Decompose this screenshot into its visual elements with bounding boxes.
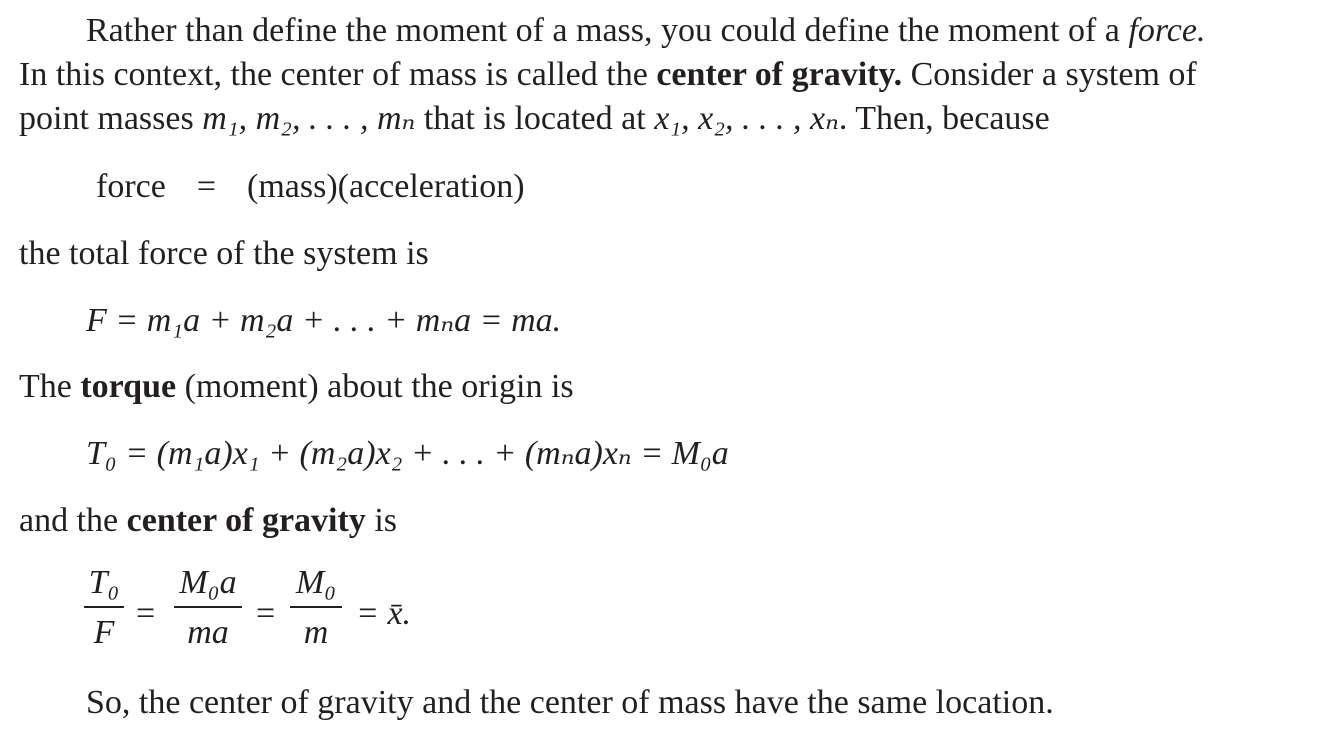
- numerator: T₀: [88, 564, 120, 601]
- text: . Then, because: [838, 100, 1050, 137]
- paragraph-1-line-3: [19, 102, 1050, 136]
- gravity-sentence: [19, 504, 397, 538]
- force-lhs: force: [96, 168, 166, 205]
- fraction-t0-over-f: [84, 566, 124, 650]
- numerator: M₀a: [179, 564, 237, 601]
- equation-force: [96, 170, 525, 204]
- equation-text: T₀ = (m₁a)x₁ + (m₂a)x₂ + . . . + (mₙa)xₙ = M₀a: [86, 435, 729, 472]
- fraction-bar: [174, 606, 242, 608]
- numerator: M₀: [295, 564, 337, 601]
- positions-list: x₁, x₂, . . . , xₙ: [654, 100, 839, 137]
- denominator: F: [93, 614, 115, 651]
- fraction-bar: [290, 606, 342, 608]
- term-center-of-gravity: center of gravity.: [656, 56, 903, 93]
- text: Rather than define the moment of a mass, you could define the moment of a: [86, 12, 1129, 49]
- text: (moment) about the origin is: [176, 368, 574, 405]
- term-torque: torque: [80, 368, 177, 405]
- fraction-m0-over-m: [290, 566, 342, 650]
- text: The: [19, 368, 81, 405]
- paragraph-1-line-1: [86, 14, 1205, 48]
- emphasis-force: force.: [1128, 12, 1206, 49]
- text: In this context, the center of mass is called the: [19, 56, 657, 93]
- masses-list: m₁, m₂, . . . , mₙ: [202, 100, 416, 137]
- equation-total-force: [86, 304, 561, 338]
- force-rhs: (mass)(acceleration): [247, 168, 525, 205]
- equals-sign: =: [196, 168, 217, 205]
- denominator: m: [303, 614, 329, 651]
- equation-text: F = m₁a + m₂a + . . . + mₙa = ma.: [86, 302, 562, 339]
- fraction-m0a-over-ma: [174, 566, 242, 650]
- text: point masses: [19, 100, 203, 137]
- equals-sign: =: [256, 595, 276, 632]
- denominator: ma: [187, 614, 229, 651]
- text: that is located at: [415, 100, 655, 137]
- fraction-bar: [84, 606, 124, 608]
- conclusion: So, the center of gravity and the center of mass have the same location.: [86, 684, 1054, 721]
- text-total-force: the total force of the system is: [19, 235, 429, 272]
- paragraph-1-line-2: [19, 58, 1197, 92]
- equals-sign: =: [136, 595, 156, 632]
- term-center-of-gravity: center of gravity: [126, 502, 366, 539]
- result-xbar: = x̄.: [356, 595, 412, 632]
- text: Consider a system of: [902, 56, 1197, 93]
- torque-sentence: [19, 370, 574, 404]
- text: is: [365, 502, 397, 539]
- text: and the: [19, 502, 127, 539]
- equation-torque: [86, 437, 729, 471]
